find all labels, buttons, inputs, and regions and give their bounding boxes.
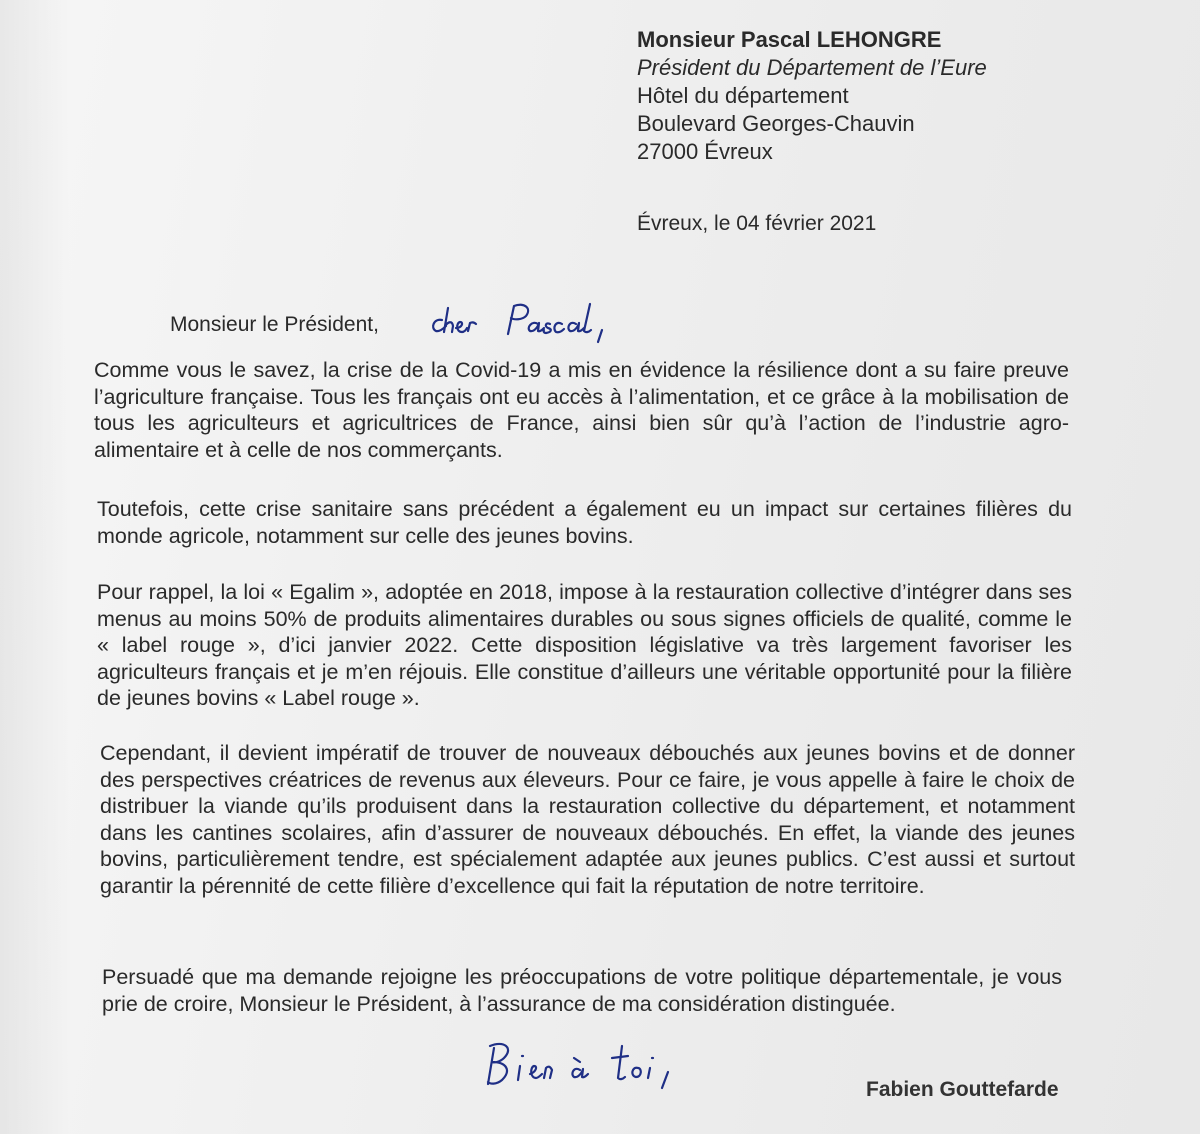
paragraph-2: Toutefois, cette crise sanitaire sans précédent a également eu un impact sur certaines filières du monde agricole, notamment sur celle des jeunes bovins. [97,497,1072,548]
date-line: Évreux, le 04 février 2021 [637,212,877,235]
recipient-city: 27000 Évreux [637,139,773,164]
paragraph-1: Comme vous le savez, la crise de la Covid-19 a mis en évidence la résilience dont a su faire preuve l’agriculture française. Tous les français ont eu accès à l’alimentation, et ce grâce à la mobilisation de tous les agriculteurs et agricultrices de France, ainsi bien sûr qu’à l’action de l’industrie agro-alimentaire et à celle de nos commerçants. [94,358,1069,462]
salutation: Monsieur le Président, [170,313,379,336]
recipient-name: Monsieur Pascal LEHONGRE [637,27,942,52]
recipient-title: Président du Département de l’Eure [637,55,987,80]
signer-name: Fabien Gouttefarde [866,1078,1059,1101]
recipient-building: Hôtel du département [637,83,849,108]
paragraph-4: Cependant, il devient impératif de trouver de nouveaux débouchés aux jeunes bovins et de donner des perspectives créatrices de revenus aux éleveurs. Pour ce faire, je vous appelle à faire le choix de distribuer la viande qu’ils produisent dans la restauration collective du département, et notamment dans les cantines scolaires, afin d’assurer de nouveaux débouchés. En effet, la viande des jeunes bovins, particulièrement tendre, est spécialement adaptée aux jeunes publics. C’est aussi et surtout garantir la pérennité de cette filière d’excellence qui fait la réputation de notre territoire. [100,741,1075,898]
recipient-address [637,26,987,166]
handwritten-closing [482,1036,727,1094]
paragraph-3: Pour rappel, la loi « Egalim », adoptée en 2018, impose à la restauration collective d’intégrer dans ses menus au moins 50% de produits alimentaires durables ou sous signes officiels de qualité, comme le « label rouge », d’ici janvier 2022. Cette disposition législative va très largement favoriser les agriculteurs français et je m’en réjouis. Elle constitue d’ailleurs une véritable opportunité pour la filière de jeunes bovins « Label rouge ». [97,580,1072,710]
handwritten-greeting [428,298,643,348]
recipient-street: Boulevard Georges-Chauvin [637,111,915,136]
paragraph-5: Persuadé que ma demande rejoigne les préoccupations de votre politique départementale, je vous prie de croire, Monsieur le Président, à l’assurance de ma considération distinguée. [102,965,1062,1016]
